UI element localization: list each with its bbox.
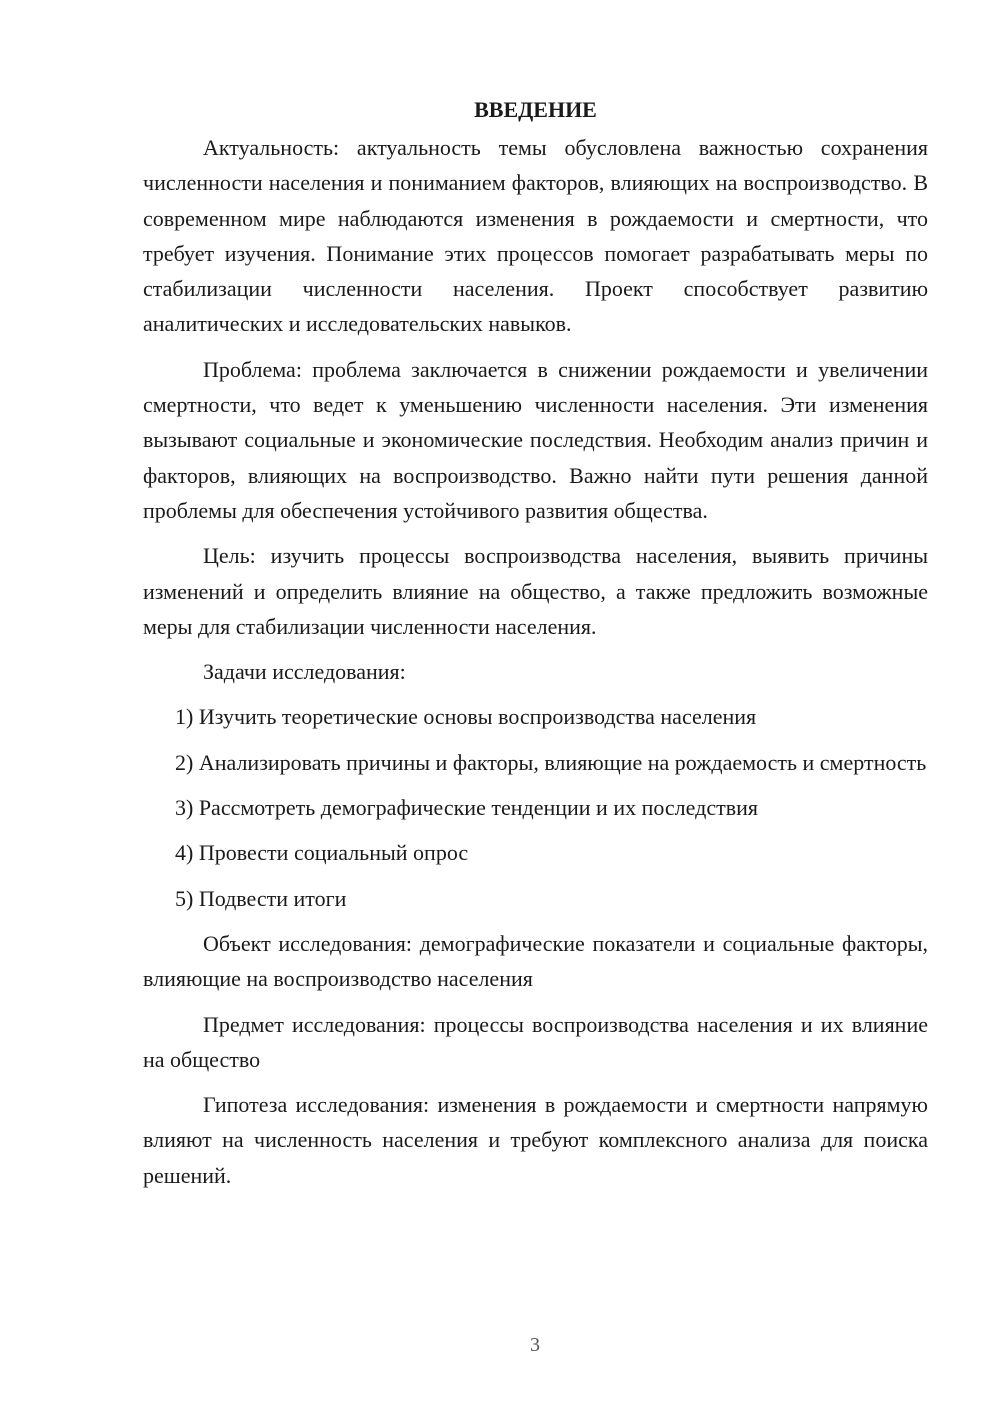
paragraph-object: Объект исследования: демографические показатели и социальные факторы, влияющие на воспроизводство населения: [143, 930, 928, 992]
task-item-4: 4) Провести социальный опрос: [175, 840, 469, 866]
paragraph-hypothesis: Гипотеза исследования: изменения в рождаемости и смертности напрямую влияют на численность населения и требуют комплексного анализа для поиска решений.: [143, 1092, 928, 1188]
paragraph-goal: Цель: изучить процессы воспроизводства населения, выявить причины изменений и определить влияние на общество, а также предложить возможные меры для стабилизации численности населения.: [143, 543, 928, 639]
task-item-5: 5) Подвести итоги: [175, 885, 347, 911]
paragraph-relevance: Актуальность: актуальность темы обусловлена важностью сохранения численности населения и пониманием факторов, влияющих на воспроизводство. В современном мире наблюдаются изменения в рождаемости и смертности, что требует изучения. Понимание этих процессов помогает разрабатывать меры по стабилизации численности населения. Проект способствует развитию аналитических и исследовательских навыков.: [143, 135, 928, 337]
task-item-3: 3) Рассмотреть демографические тенденции и их последствия: [175, 795, 758, 821]
paragraph-problem: Проблема: проблема заключается в снижении рождаемости и увеличении смертности, что ведет к уменьшению численности населения. Эти изменения вызывают социальные и экономические последствия. Необходим анализ причин и факторов, влияющих на воспроизводство. Важно найти пути решения данной проблемы для обеспечения устойчивого развития общества.: [143, 356, 928, 523]
tasks-heading: Задачи исследования:: [203, 659, 406, 685]
paragraph-subject: Предмет исследования: процессы воспроизводства населения и их влияние на общество: [143, 1011, 928, 1072]
document-page: [143, 92, 928, 1203]
section-title: ВВЕДЕНИЕ: [474, 97, 597, 122]
task-item-2: 2) Анализировать причины и факторы, влияющие на рождаемость и смертность: [175, 749, 927, 775]
task-item-1: 1) Изучить теоретические основы воспроизводства населения: [175, 704, 757, 730]
page-number: 3: [530, 1334, 540, 1356]
